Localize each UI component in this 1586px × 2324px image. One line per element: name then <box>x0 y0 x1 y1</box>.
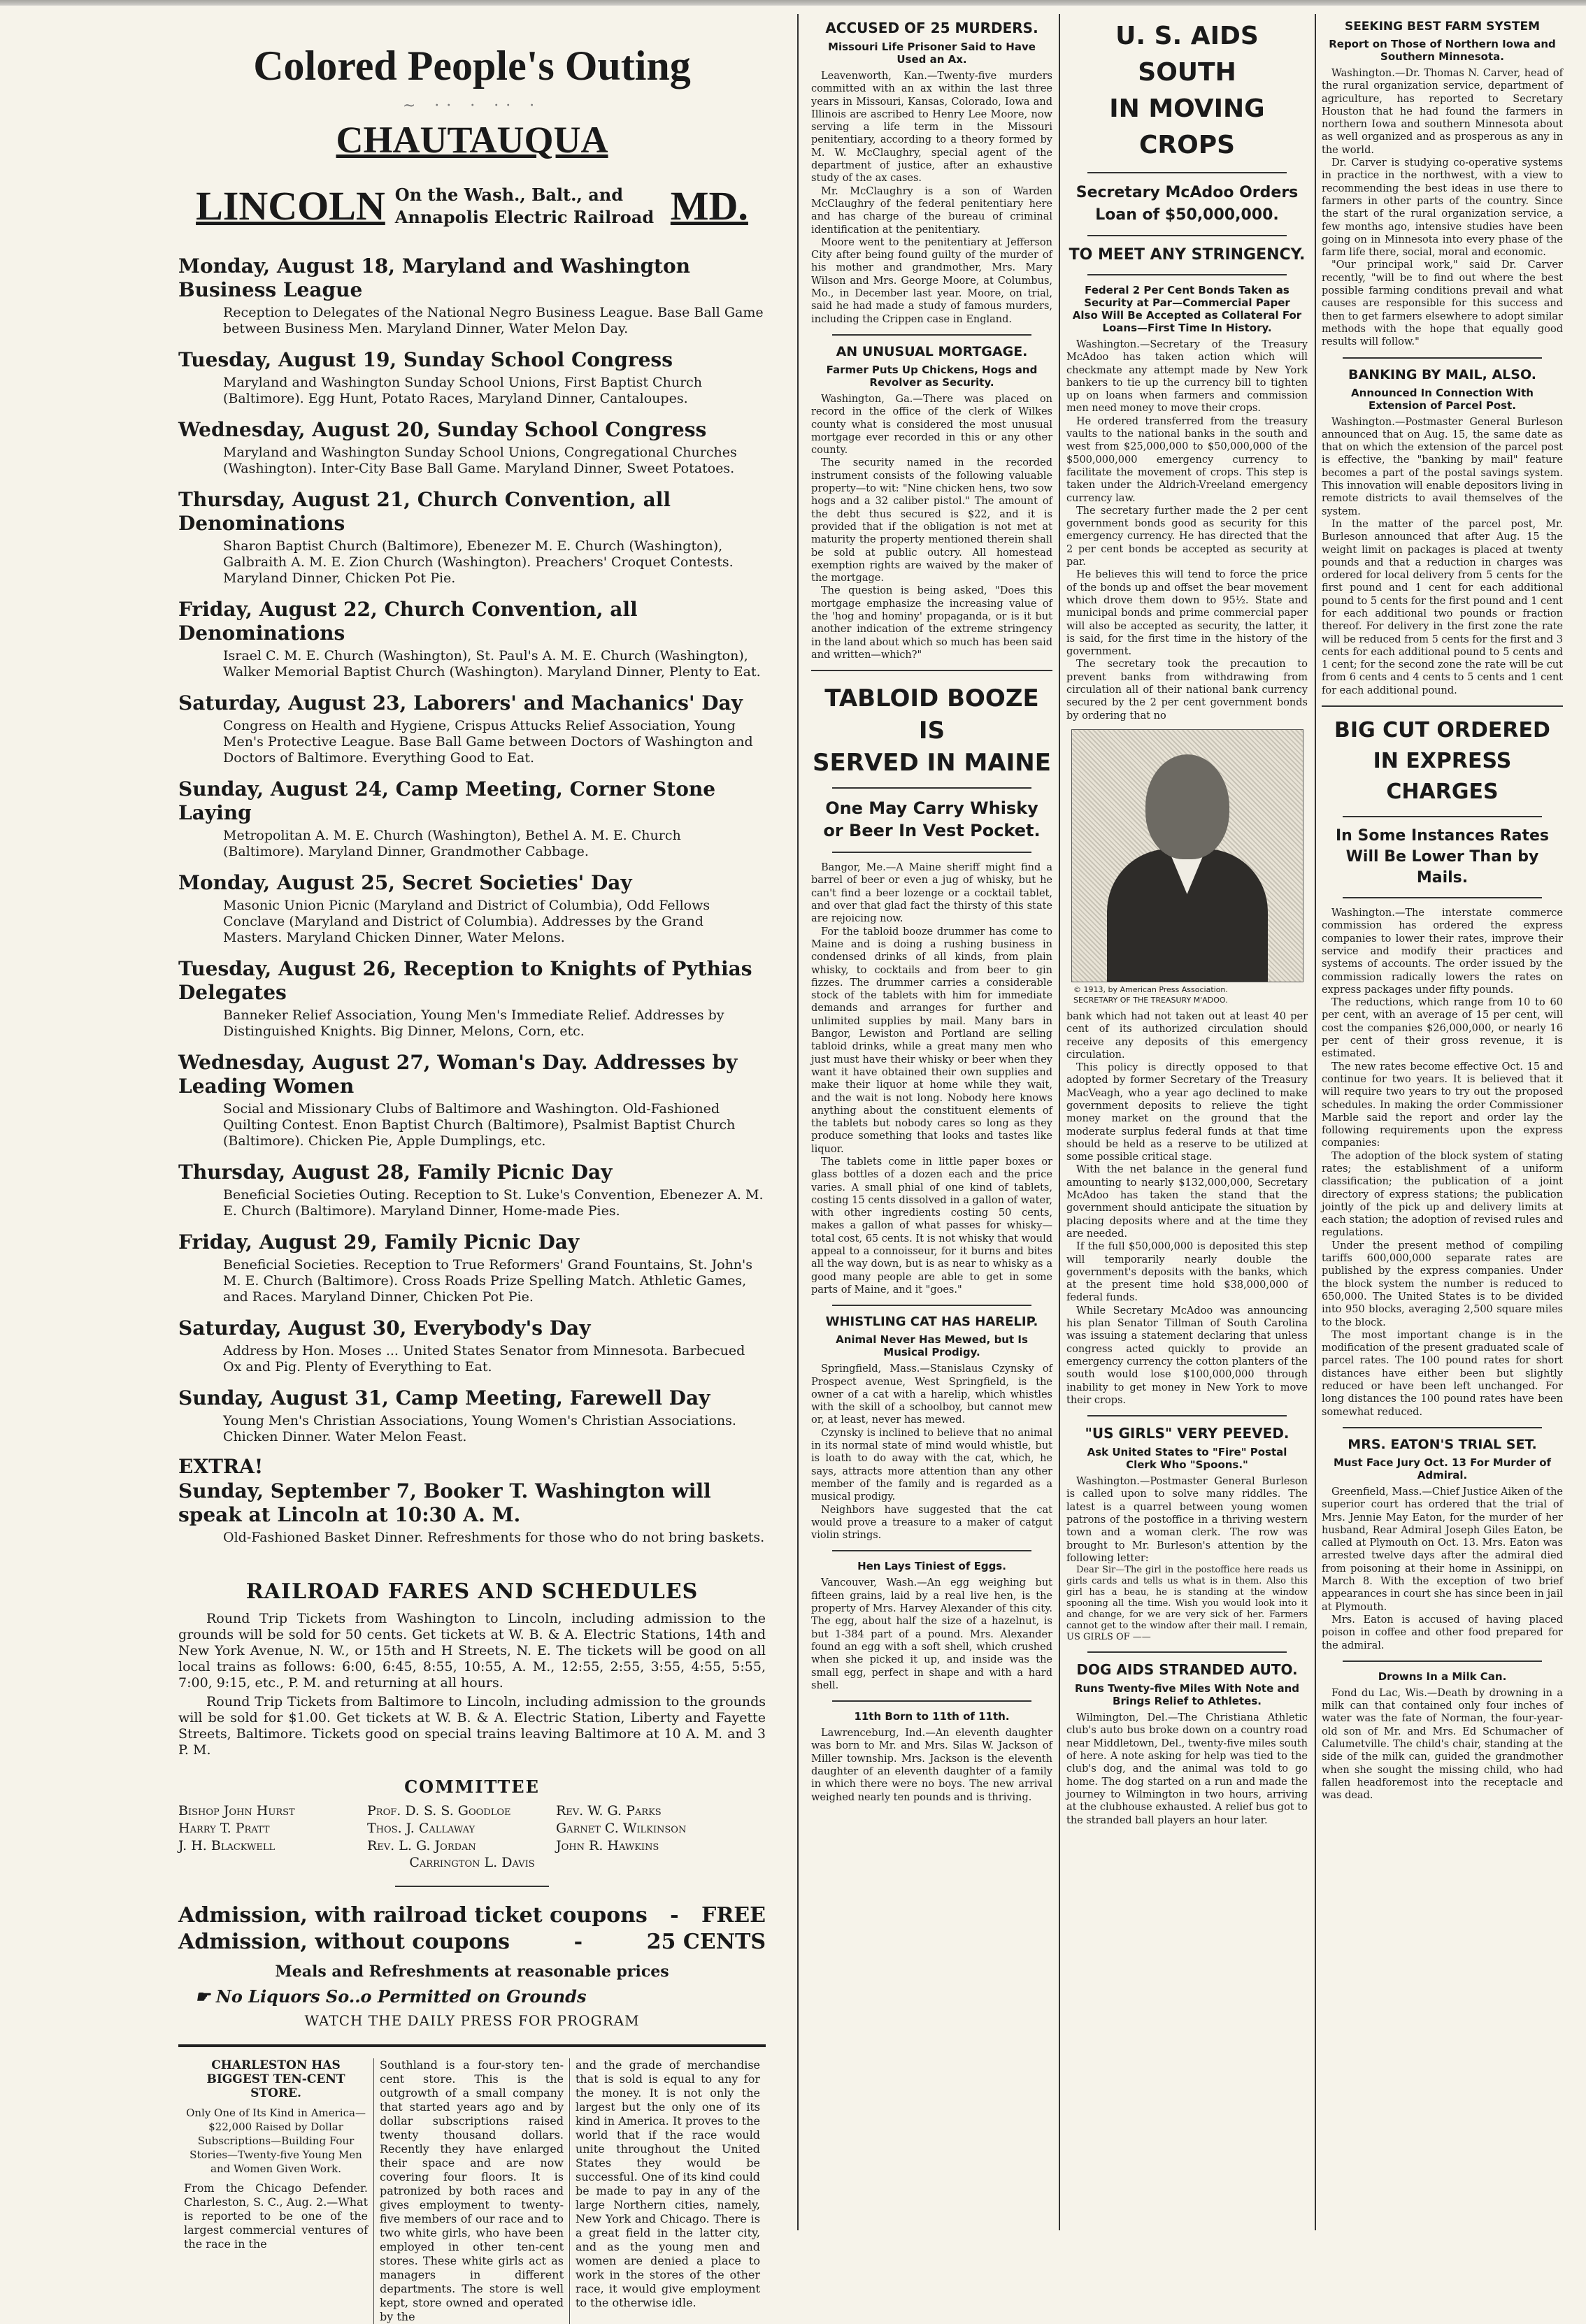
article-text: The tablets come in little paper boxes or glass bottles of a dozen each and the price varies. A small phial of one kind of tablets, costing 15 cents dissolved in a gallon of water, with other ingredients costing 50 cents, makes a gallon of what passes for whisky—total cost, 65 cents. It is not whisky that would appeal to a connoisseur, for it burns and bites all the way down, but is as near to whisky as a good many people are able to get in some parts of Maine, and it "goes." <box>811 1156 1052 1296</box>
committee-member: Rev. W. G. Parks <box>556 1803 662 1819</box>
pointing-hand-icon: ☛ <box>195 1986 216 2007</box>
article-text: Washington.—Secretary of the Treasury McAdoo has taken action which will checkmate any attempt made by New York bankers to tie up the currency bill to tighten up on loans when farmers and commission men need money to move their crops. <box>1066 339 1308 415</box>
article-text: Washington.—Postmaster General Burleson announced that on Aug. 15, the same date as that on which the extension of the parcel post is effective, the "banking by mail" feature becomes a part of the postal savings system. This innovation will enable depositors living in remote districts to avail themselves of the system. <box>1322 416 1563 517</box>
admission-dash: - <box>670 1903 679 1928</box>
day-heading: Tuesday, August 19, Sunday School Congress <box>178 348 673 371</box>
committee-member: Prof. D. S. S. Goodloe <box>367 1803 511 1819</box>
headline-banking: BANKING BY MAIL, ALSO. <box>1348 366 1536 382</box>
article-text: He ordered transferred from the treasury vaults to the national banks in the south and west from $25,000,000 to $50,000,000 of the $500,000,000 emergency currency to facilitate the movement of crops. This step is taken under the Aldrich-Vreeland emergency currency law. <box>1066 415 1308 504</box>
headline-express-2: IN EXPRESS CHARGES <box>1373 749 1512 805</box>
deck-express: In Some Instances Rates Will Be Lower Than by Mails. <box>1336 827 1549 887</box>
admission-line-coupons <box>178 1902 766 1929</box>
article-text: While Secretary McAdoo was announcing his plan Senator Tillman of South Carolina was issuing a statement declaring that unless congress acted quickly to provide an emergency currency the cotton planters of the south would lose $100,000,000 through inability to get money in New York to move their crops. <box>1066 1305 1308 1406</box>
headline-booze-1: TABLOID BOOZE IS <box>824 684 1039 745</box>
day-details: Young Men's Christian Associations, Young Women's Christian Associations. Chicken Dinner. Water Melon Feast. <box>223 1413 736 1444</box>
article-body: From the Chicago Defender. Charleston, S. C., Aug. 2.—What is reported to be one of the largest commercial ventures of the race in the <box>184 2181 368 2251</box>
admission-label: Admission, without coupons <box>178 1930 510 1954</box>
divider <box>832 852 1031 853</box>
railroad-washington-fares: Round Trip Tickets from Washington to Lincoln, including admission to the grounds will be sold for 50 cents. Get tickets at W. B. & A. Electric Stations, 14th and New York Avenue, N. W., or 15th and H Streets, N. E. The tickets will be good on all local trains as follows: 6:00, 6:45, 8:55, 10:55, A. M., 12:55, 2:55, 3:55, 4:55, 5:55, 7:00, 9:15, etc., P. M. and returning at all hours. <box>178 1611 766 1691</box>
divider <box>1343 1660 1542 1662</box>
day-details: Reception to Delegates of the National Negro Business League. Base Ball Game between Business Men. Maryland Dinner, Water Melon Day. <box>223 305 764 336</box>
headline-booze-2: SERVED IN MAINE <box>813 749 1051 777</box>
extra-label: EXTRA! <box>178 1455 264 1478</box>
day-details: Masonic Union Picnic (Maryland and District of Columbia), Odd Fellows Conclave (Maryland and District of Columbia). Addresses by the Grand Masters. Maryland Chicken Dinner, Water Melons. <box>223 898 710 945</box>
headline-mortgage: AN UNUSUAL MORTGAGE. <box>836 343 1028 359</box>
article-text: Lawrenceburg, Ind.—An eleventh daughter was born to Mr. and Mrs. Silas W. Jackson of Miller township. Mrs. Jackson is the eleventh daughter of an eleventh daughter of a family in which there were no boys. The new arrival weighed nearly ten pounds and is thriving. <box>811 1728 1052 1803</box>
day-details: Address by Hon. Moses ... United States Senator from Minnesota. Barbecued Ox and Pig. Plenty of Everything to Eat. <box>223 1343 745 1375</box>
article-text: "Our principal work," said Dr. Carver recently, "will be to find out where the best possible farming conditions prevail and what causes are responsible for this success and then to get farmers elsewhere to adopt similar methods with the hope that equally good results will follow." <box>1322 259 1563 348</box>
news-column-2 <box>811 14 1052 2230</box>
committee-member: Carrington L. Davis <box>409 1855 535 1870</box>
headline-aids-south-1: U. S. AIDS SOUTH <box>1115 22 1259 87</box>
location-railroad: On the Wash., Balt., and Annapolis Electric Railroad <box>394 184 655 227</box>
headline-us-girls: "US GIRLS" VERY PEEVED. <box>1085 1425 1289 1442</box>
extra-day-details: Old-Fashioned Basket Dinner. Refreshments for those who do not bring baskets. <box>223 1530 765 1545</box>
committee-heading: COMMITTEE <box>404 1777 540 1797</box>
committee-member: Garnet C. Wilkinson <box>556 1821 687 1836</box>
article-text: Washington.—Postmaster General Burleson is called upon to solve many riddles. The latest is a quarrel between young women patrons of the postoffice in a thriving western town and a woman clerk. The row was brought to Mr. Burleson's attention by the following letter: <box>1066 1476 1308 1564</box>
article-text: For the tabloid booze drummer has come to Maine and is doing a rushing business in condensed drinks of all kinds, from plain whisky, to cocktails and from beer to gin fizzes. The drummer carries a considerable stock of the tablets with him for immediate demands and arranges for further and unlimited supplies by mail. Many bars in Bangor, Lewiston and Portland are selling tabloid drinks, while a great many men who just must have their whisky or beer when they want it have obtained their own supplies and make their liquor at home while they wait, and the wait is not long. Nobody here knows anything about the constituent elements of the tablets but nobody cares so long as they produce something that looks and tastes like liquor. <box>811 926 1052 1155</box>
article-text: The security named in the recorded instrument consists of the following valuable property—to wit: "Nine chicken hens, two sow hogs and a 32 caliber pistol." The amount of the debt thus secured is $22, and it is provided that if the obligation is not met at maturity the property mentioned therein shall be sold at public outcry. All homestead exemption rights are waived by the maker of the mortgage. <box>811 457 1052 584</box>
divider <box>811 670 1052 671</box>
divider <box>832 1700 1031 1702</box>
headline-express-1: BIG CUT ORDERED <box>1334 718 1550 743</box>
article-col-2: Southland is a four-story ten-cent store. This is the outgrowth of a small company that started years ago and by dollar subscriptions raised twenty thousand dollars. Recently they have enlarged their space and are now covering four floors. It is patronized by both races and gives employment to twenty-five members of our race and to two white girls, who have been employed in other ten-cent stores. These white girls act as managers in different departments. The store is well kept, store owned and operated by the <box>374 2058 570 2324</box>
day-heading: Saturday, August 30, Everybody's Day <box>178 1317 591 1340</box>
day-details: Congress on Health and Hygiene, Crispus Attucks Relief Association, Young Men's Protective League. Base Ball Game between Doctors of Washington and Doctors of Baltimore. Everything Good to Eat. <box>223 718 753 766</box>
news-column-4 <box>1322 14 1563 2230</box>
railroad-heading: RAILROAD FARES AND SCHEDULES <box>245 1579 699 1604</box>
column-rule <box>1315 14 1316 2230</box>
day-heading: Friday, August 29, Family Picnic Day <box>178 1231 580 1254</box>
divider <box>1087 1415 1287 1416</box>
article-text: With the net balance in the general fund amounting to nearly $132,000,000, Secretary McAdoo has taken the stand that the government should anticipate the situation by placing deposits where and at the time they are needed. <box>1066 1164 1308 1240</box>
headline-dog: DOG AIDS STRANDED AUTO. <box>1076 1661 1298 1679</box>
headline-farm: SEEKING BEST FARM SYSTEM <box>1344 20 1541 34</box>
ad-ornament: ~ ·· · ·· · <box>402 97 542 115</box>
article-text: Vancouver, Wash.—An egg weighing but fifteen grains, laid by a real live hen, is the property of Mrs. Harvey Alexander of this city. The egg, about half the size of a hazelnut, is but 1-384 part of a pound. Mrs. Alexander found an egg with a soft shell, which crushed when she picked it up, and inside was the small egg, perfect in shape and with a hard shell. <box>811 1577 1052 1691</box>
day-details: Social and Missionary Clubs of Baltimore and Washington. Old-Fashioned Quilting Contest. Enon Baptist Church (Baltimore), Psalmist Baptist Church (Baltimore). Chicken Pie, Apple Dumplings, etc. <box>223 1101 736 1149</box>
headline-eaton: MRS. EATON'S TRIAL SET. <box>1348 1436 1537 1452</box>
day-details: Sharon Baptist Church (Baltimore), Ebenezer M. E. Church (Washington), Galbraith A. M. E. Zion Church (Washington). Preachers' Croquet Contests. Maryland Dinner, Chicken Pot Pie. <box>223 538 734 586</box>
divider <box>1087 274 1287 275</box>
ad-title: Colored People's Outing <box>253 43 691 89</box>
article-text: Bangor, Me.—A Maine sheriff might find a barrel of beer or even a jug of whisky, but he can't find a beer lozenge or a cocktail tablet, and over that glad fact the thirsty of this state are rejoicing now. <box>811 862 1052 925</box>
article-text: In the matter of the parcel post, Mr. Burleson announced that after Aug. 15 the weight limit on packages is placed at twenty pounds and that a reduction in charges was ordered for local delivery from 5 cents for the first pound and 1 cent for each additional pound to 5 cents for the first pound and 1 cent for each additional two pounds or fraction thereof. For delivery in the first zone the rate will be reduced from 5 cents for the first and 3 cents for each additional pound to 5 cents and 1 cent; for the second zone the rate will be cut from 6 cents and 4 cents to 5 cents and 1 cent for each additional pound. <box>1322 518 1563 696</box>
day-heading: Saturday, August 23, Laborers' and Machanics' Day <box>178 691 743 715</box>
admission-price: FREE <box>701 1903 766 1928</box>
divider <box>832 334 1031 336</box>
article-text: The most important change is in the modification of the present graduated scale of parcel rates. The 100 pound rates for short distances have either been but slightly reduced or have been left unchanged. For long distances the 100 pound rates have been somewhat reduced. <box>1322 1329 1563 1418</box>
letter-text: Dear Sir—The girl in the postoffice here reads us girls cards and tells us what is in them. Also this girl has a beau, he is standing at the window spooning all the time. Wish you would look into it and change, for we are very sick of her. Farmers cannot get to the window after their mail. I remain, US GIRLS OF —— <box>1066 1565 1308 1643</box>
column-rule <box>797 14 799 2230</box>
day-details: Israel C. M. E. Church (Washington), St. Paul's A. M. E. Church (Washington), Walker Memorial Baptist Church (Washington). Maryland Dinner, Plenty to Eat. <box>223 648 761 680</box>
article-col-3: and the grade of merchandise that is sold is equal to any for the money. It is not only the largest but the only one of its kind in America. It proves to the world that if the race would unite throughout the United States they would be successful. One of its kind could be made to pay in any of the large Northern cities, namely, New York and Chicago. There is a great field in the latter city, and as the young men and women are denied a place to work in the stores of the other race, it would give employment to the otherwise idle. <box>576 2058 760 2309</box>
headline-cat: WHISTLING CAT HAS HARELIP. <box>825 1314 1038 1330</box>
day-heading: Sunday, August 31, Camp Meeting, Farewell Day <box>178 1386 710 1410</box>
location-state: MD. <box>670 183 748 229</box>
deck-eaton: Must Face Jury Oct. 13 For Murder of Admiral. <box>1333 1456 1552 1482</box>
admission-line-no-coupons <box>178 1929 766 1956</box>
deck-dog: Runs Twenty-five Miles With Note and Brings Relief to Athletes. <box>1074 1682 1300 1708</box>
meals-note: Meals and Refreshments at reasonable prices <box>275 1963 669 1981</box>
photo-caption: SECRETARY OF THE TREASURY M'ADOO. <box>1073 995 1228 1005</box>
article-text: He believes this will tend to force the price of the bonds up and offset the bear movement which drove them down to 95½. State and municipal bonds and prime commercial paper will also be accepted as security, the latter, it is said, for the first time in the history of the government. <box>1066 569 1308 658</box>
headline-aids-south-2: IN MOVING CROPS <box>1109 94 1265 159</box>
article-text: Neighbors have suggested that the cat would prove a treasure to a maker of catgut violin strings. <box>811 1504 1052 1542</box>
admission-label: Admission, with railroad ticket coupons <box>178 1903 648 1928</box>
top-border <box>0 0 1586 6</box>
article-text: The secretary further made the 2 per cent government bonds good as security for this emergency currency. He has directed that the 2 per cent bonds be accepted as security at par. <box>1066 505 1308 568</box>
extra-day-heading: Sunday, September 7, Booker T. Washington will speak at Lincoln at 10:30 A. M. <box>178 1479 711 1526</box>
divider <box>1343 897 1542 898</box>
headline-eleventh: 11th Born to 11th of 11th. <box>854 1710 1010 1723</box>
divider <box>1343 357 1542 359</box>
railroad-baltimore-fares: Round Trip Tickets from Baltimore to Lincoln, including admission to the grounds will be sold for $1.00. Get tickets at W. B. & A. Electric Station, Liberty and Fayette Streets, Baltimore. Tickets good on special trains leaving Baltimore at 10 A. M. and 3 P. M. <box>178 1694 766 1758</box>
day-heading: Monday, August 18, Maryland and Washington Business League <box>178 254 691 301</box>
committee-member: Thos. J. Callaway <box>367 1821 476 1836</box>
headline-milk-can: Drowns In a Milk Can. <box>1378 1670 1507 1683</box>
article-text: The question is being asked, "Does this mortgage emphasize the increasing value of the 'hog and hominy' propaganda, or is it but another indication of the extreme stringency in the land about which so much has been said and written—which?" <box>811 585 1052 661</box>
deck-murders: Missouri Life Prisoner Said to Have Used an Ax. <box>828 41 1036 66</box>
day-heading: Thursday, August 21, Church Convention, all Denominations <box>178 488 671 535</box>
chautauqua-advertisement <box>178 14 766 2323</box>
article-text: Washington.—The interstate commerce commission has ordered the express companies to lower their rates, improve their service and modify their practices and systems of accounts. The order issued by the commission radically lowers the rates on express packages under fifty pounds. <box>1322 908 1563 996</box>
location-town: LINCOLN <box>196 183 385 229</box>
article-text: The new rates become effective Oct. 15 and continue for two years. It is believed that it will require two years to try out the proposed schedules. In making the order Commissioner Marble said the report and order lay the following requirements upon the express companies: <box>1322 1061 1563 1149</box>
column-rule <box>1059 14 1060 2230</box>
article-text: The reductions, which range from 10 to 60 per cent, with an average of 15 per cent, will cost the companies $26,000,000, or nearly 16 per cent of their gross revenue, it is estimated. <box>1322 997 1563 1060</box>
ad-subtitle: CHAUTAUQUA <box>336 119 608 161</box>
portrait-head <box>1145 754 1229 859</box>
article-text: Fond du Lac, Wis.—Death by drowning in a milk can that contained only four inches of water was the fate of Norman, the four-year-old son of Mr. and Mrs. Ed Schumacher of Calumetville. The child's chair, standing at the side of the milk can, guided the grandmother when she sought the missing child, who had fallen headforemost into the receptacle and was dead. <box>1322 1687 1563 1802</box>
article-text: Mr. McClaughry is a son of Warden McClaughry of the federal penitentiary here and has charge of the bureau of criminal identification at the penitentiary. <box>811 185 1052 236</box>
article-text: Washington.—Dr. Thomas N. Carver, head of the rural organization service, department of agriculture, has reported to Secretary Houston that he had found the farmers in northern Iowa and southern Minnesota about as well organized and as prosperous as any in the world. <box>1322 68 1563 156</box>
divider <box>1343 1427 1542 1428</box>
day-heading: Monday, August 25, Secret Societies' Day <box>178 871 632 894</box>
committee-member: Harry T. Pratt <box>178 1821 270 1836</box>
day-details: Banneker Relief Association, Young Men's Immediate Relief. Addresses by Distinguished Knights. Big Dinner, Melons, Corn, etc. <box>223 1007 724 1039</box>
charleston-store-article <box>178 2058 766 2324</box>
day-heading: Thursday, August 28, Family Picnic Day <box>178 1161 613 1184</box>
deck-us-girls: Ask United States to "Fire" Postal Clerk Who "Spoons." <box>1087 1446 1287 1472</box>
article-text: The secretary took the precaution to prevent banks from withdrawing from circulation all of their national bank currency secured by the 2 per cent government bonds by ordering that no <box>1066 659 1308 722</box>
headline-aids-south-3: Secretary McAdoo Orders Loan of $50,000,000. <box>1076 184 1299 224</box>
admission-price: 25 CENTS <box>646 1930 766 1954</box>
article-text: This policy is directly opposed to that adopted by former Secretary of the Treasury MacVeagh, who a year ago declined to make government deposits to relieve the tight money market on the ground that the moderate surplus federal funds at that time should be held as a reserve to be utilized at some possible critical stage. <box>1066 1062 1308 1163</box>
news-column-3 <box>1066 14 1308 2230</box>
deck-banking: Announced In Connection With Extension of Parcel Post. <box>1351 386 1534 412</box>
watch-press-note: WATCH THE DAILY PRESS FOR PROGRAM <box>304 2012 640 2029</box>
article-deck: Only One of Its Kind in America—$22,000 Raised by Dollar Subscriptions—Building Four Stories—Twenty-five Young Men and Women Given Work. <box>186 2107 366 2175</box>
day-heading: Wednesday, August 27, Woman's Day. Addresses by Leading Women <box>178 1051 738 1098</box>
article-text: Greenfield, Mass.—Chief Justice Aiken of the superior court has ordered that the trial of Mrs. Jennie May Eaton, for the murder of her husband, Rear Admiral Joseph Giles Eaton, be called at Plymouth on Oct. 13. Mrs. Eaton was arrested twelve days after the admiral died from poisoning at their home in Assinippi, on March 8. With the exception of two brief appearances in court she has since been in jail at Plymouth. <box>1322 1486 1563 1613</box>
day-details: Beneficial Societies. Reception to True Reformers' Grand Fountains, St. John's M. E. Church (Baltimore). Cross Roads Prize Spelling Match. Athletic Games, and Races. Maryland Dinner, Chicken Pot Pie. <box>223 1257 753 1305</box>
day-details: Maryland and Washington Sunday School Unions, Congregational Churches (Washington). Inter-City Base Ball Game. Maryland Dinner, Sweet Potatoes. <box>223 445 737 476</box>
program-schedule <box>178 254 766 1445</box>
article-text: Springfield, Mass.—Stanislaus Czynsky of Prospect avenue, West Springfield, is the owner of a cat with a harelip, which whistles with the skill of a schoolboy, but cannot mew or, at least, never has mewed. <box>811 1363 1052 1426</box>
no-liquors-text: No Liquors So..o Permitted on Grounds <box>215 1986 587 2007</box>
deck-aids-south: Federal 2 Per Cent Bonds Taken as Security at Par—Commercial Paper Also Will Be Accepted as Collateral For Loans—First Time In History. <box>1072 284 1302 334</box>
article-text: Mrs. Eaton is accused of having placed poison in coffee and other food prepared for the admiral. <box>1322 1614 1563 1651</box>
divider <box>1087 172 1287 173</box>
article-text: Dr. Carver is studying co-operative systems in practice in the northwest, with a view to recommending the best ideas in use there to farmers in other parts of the country. Since the start of the rural organization service, a few months ago, intensive studies have been going on in Minnesota into every phase of the farm life there, social, moral and economic. <box>1322 157 1563 259</box>
committee-member: John R. Hawkins <box>556 1838 659 1853</box>
day-details: Metropolitan A. M. E. Church (Washington), Bethel A. M. E. Church (Baltimore). Maryland Dinner, Grandmother Cabbage. <box>223 828 681 859</box>
day-details: Maryland and Washington Sunday School Unions, First Baptist Church (Baltimore). Egg Hunt, Potato Races, Maryland Dinner, Cantaloupes. <box>223 375 703 406</box>
headline-aids-south-4: TO MEET ANY STRINGENCY. <box>1069 246 1306 264</box>
divider <box>395 1886 549 1887</box>
deck-cat: Animal Never Has Mewed, but Is Musical Prodigy. <box>836 1333 1028 1359</box>
no-liquors-note <box>178 1986 766 2007</box>
article-text: Under the present method of compiling tariffs 600,000,000 separate rates are published by the express companies. Under the block system the number is reduced to 650,000. The United States is to be divided into 950 blocks, averaging 2,500 square miles to the block. <box>1322 1240 1563 1328</box>
divider <box>1087 1651 1287 1653</box>
divider <box>832 1305 1031 1306</box>
article-text: Leavenworth, Kan.—Twenty-five murders committed with an ax within the last three years in Missouri, Kansas, Colorado, Iowa and Illinois are ascribed to Henry Lee Moore, now serving a life term in the Missouri penitentiary, according to a theory formed by M. W. McClaughry, special agent of the department of justice, after an exhaustive study of the ax cases. <box>811 71 1052 185</box>
headline-egg: Hen Lays Tiniest of Eggs. <box>857 1560 1006 1573</box>
divider <box>1322 705 1563 707</box>
divider <box>1087 235 1287 236</box>
committee-member: Rev. L. G. Jordan <box>367 1838 476 1853</box>
deck-booze: One May Carry Whisky or Beer In Vest Pocket. <box>823 798 1041 841</box>
location-line <box>178 182 766 229</box>
article-text: Czynsky is inclined to believe that no animal in its normal state of mind would whistle, but is loath to do away with the cat, which, he says, attracts more attention than any other member of the family and is regarded as a musical prodigy. <box>811 1427 1052 1503</box>
article-text: If the full $50,000,000 is deposited this step will temporarily nearly double the government's deposits with the banks, which at the present time hold $38,000,000 of federal funds. <box>1066 1241 1308 1304</box>
day-heading: Tuesday, August 26, Reception to Knights of Pythias Delegates <box>178 957 752 1004</box>
deck-farm: Report on Those of Northern Iowa and Southern Minnesota. <box>1329 38 1556 63</box>
headline-murders: ACCUSED OF 25 MURDERS. <box>825 20 1038 36</box>
day-heading: Friday, August 22, Church Convention, all Denominations <box>178 598 638 645</box>
article-text: Washington, Ga.—There was placed on record in the office of the clerk of Wilkes county what is considered the most unusual mortgage ever recorded in this or any other county. <box>811 393 1052 457</box>
article-text: bank which had not taken out at least 40 per cent of its authorized circulation should receive any deposits of this emergency circulation. <box>1066 1010 1308 1061</box>
divider <box>832 1550 1031 1551</box>
divider <box>832 787 1031 789</box>
day-heading: Wednesday, August 20, Sunday School Congress <box>178 418 707 441</box>
article-col-1 <box>178 2058 374 2324</box>
committee-member: J. H. Blackwell <box>178 1838 276 1853</box>
day-details: Beneficial Societies Outing. Reception to St. Luke's Convention, Ebenezer A. M. E. Church (Baltimore). Maryland Dinner, Home-made Pies. <box>223 1187 764 1219</box>
article-text: Wilmington, Del.—The Christiana Athletic club's auto bus broke down on a country road near Middletown, Del., twenty-five miles south of here. A note asking for help was tied to the club's dog, and the animal was told to go home. The dog started on a run and made the journey to Wilmington in two hours, arriving at the clubhouse exhausted. A relief bus got to the stranded ball players an hour later. <box>1066 1712 1308 1826</box>
deck-mortgage: Farmer Puts Up Chickens, Hogs and Revolver as Security. <box>826 363 1038 389</box>
day-heading: Sunday, August 24, Camp Meeting, Corner Stone Laying <box>178 777 716 824</box>
committee-member: Bishop John Hurst <box>178 1803 295 1819</box>
portrait-photo <box>1071 729 1303 982</box>
article-headline: CHARLESTON HAS BIGGEST TEN-CENT STORE. <box>206 2058 345 2100</box>
article-text: The adoption of the block system of stating rates; the establishment of a uniform classification; the publication of a joint directory of express stations; the publication jointly of the pick up and delivery limits at each station; the adoption of revised rules and regulations. <box>1322 1150 1563 1239</box>
article-text: Moore went to the penitentiary at Jefferson City after being found guilty of the murder of his mother and grandmother, Mrs. Mary Wilson and Mrs. George Moore, at Columbus, Mo., in December last year. Moore, on trial, said he had made a study of famous murders, including the Crippen case in England. <box>811 236 1052 325</box>
committee-list <box>178 1802 766 1855</box>
divider <box>1343 816 1542 817</box>
photo-credit: © 1913, by American Press Association. <box>1073 984 1228 994</box>
admission-dash: - <box>573 1930 583 1954</box>
section-rule <box>178 2044 766 2047</box>
